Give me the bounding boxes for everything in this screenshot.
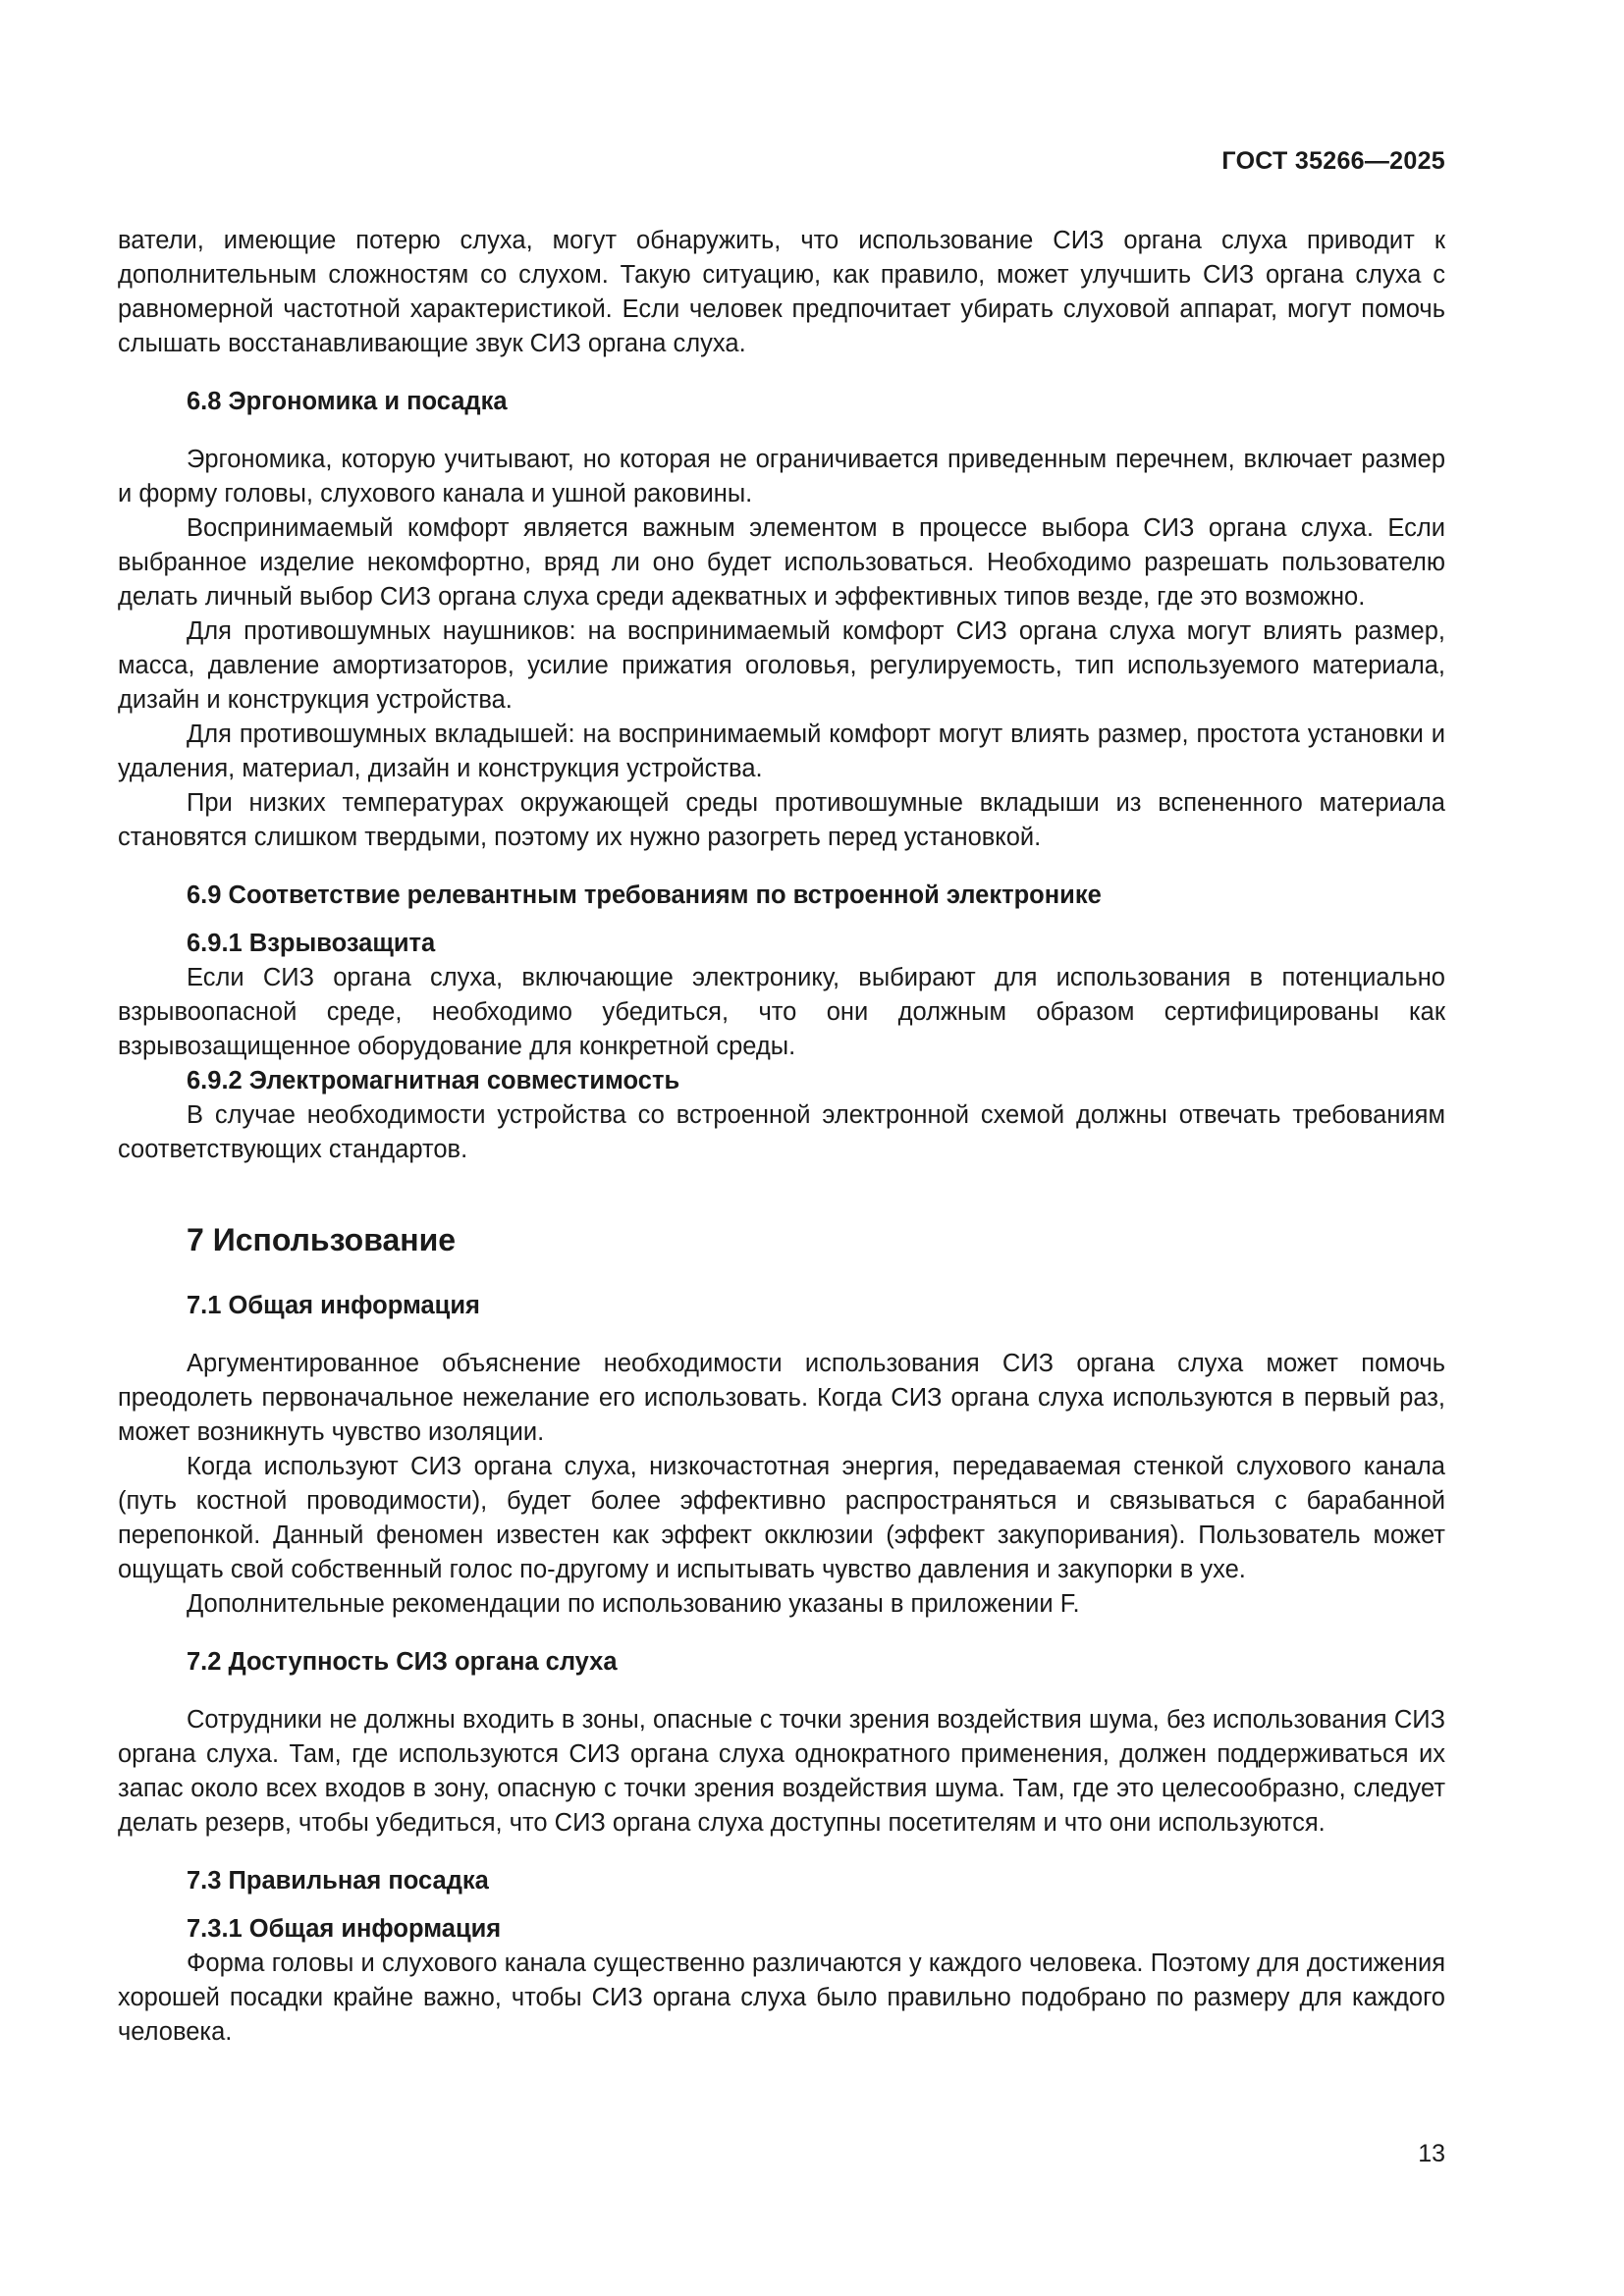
section-6-9-heading: 6.9 Соответствие релевантным требованиям по встроенной электронике: [187, 881, 1102, 909]
section-6-8-paragraph-4: Для противошумных вкладышей: на воспринимаемый комфорт могут влиять размер, простота установки и удаления, материал, дизайн и конструкция устройства.: [118, 721, 1445, 782]
section-7-3-1-paragraph: Форма головы и слухового канала существенно различаются у каждого человека. Поэтому для достижения хорошей посадки крайне важно, чтобы СИЗ органа слуха было правильно подобрано по размеру для каждого человека.: [118, 1949, 1445, 2046]
section-7-2-paragraph: Сотрудники не должны входить в зоны, опасные с точки зрения воздействия шума, без использования СИЗ органа слуха. Там, где используются СИЗ органа слуха однократного применения, должен поддерживаться их запас около всех входов в зону, опасную с точки зрения воздействия шума. Там, где это целесообразно, следует делать резерв, чтобы убедиться, что СИЗ органа слуха доступны посетителям и что они используются.: [118, 1706, 1445, 1837]
section-7-3-1-heading: 7.3.1 Общая информация: [187, 1915, 502, 1943]
page-number: 13: [1418, 2140, 1445, 2167]
section-7-3-heading: 7.3 Правильная посадка: [187, 1867, 489, 1895]
section-7-2-heading: 7.2 Доступность СИЗ органа слуха: [187, 1648, 618, 1676]
section-6-9-2-heading: 6.9.2 Электромагнитная совместимость: [187, 1067, 680, 1095]
document-id-header: ГОСТ 35266—2025: [1221, 147, 1445, 175]
section-7-1-paragraph-3: Дополнительные рекомендации по использованию указаны в приложении F.: [187, 1590, 1080, 1618]
section-7-1-paragraph-2: Когда используют СИЗ органа слуха, низкочастотная энергия, передаваемая стенкой слухового канала (путь костной проводимости), будет более эффективно распространяться и связываться с барабанной перепонкой. Данный феномен известен как эффект окклюзии (эффект закупоривания). Пользователь может ощущать свой собственный голос по-другому и испытывать чувство давления и закупорки в ухе.: [118, 1453, 1445, 1583]
section-6-9-1-heading: 6.9.1 Взрывозащита: [187, 930, 436, 957]
continuation-paragraph: ватели, имеющие потерю слуха, могут обнаружить, что использование СИЗ органа слуха приводит к дополнительным сложностям со слухом. Такую ситуацию, как правило, может улучшить СИЗ органа слуха с равномерной частотной характеристикой. Если человек предпочитает убирать слуховой аппарат, могут помочь слышать восстанавливающие звук СИЗ органа слуха.: [118, 227, 1445, 357]
section-6-9-2-paragraph: В случае необходимости устройства со встроенной электронной схемой должны отвечать требованиям соответствующих стандартов.: [118, 1101, 1445, 1163]
section-6-8-paragraph-5: При низких температурах окружающей среды противошумные вкладыши из вспененного материала становятся слишком твердыми, поэтому их нужно разогреть перед установкой.: [118, 789, 1445, 851]
section-7-1-heading: 7.1 Общая информация: [187, 1292, 480, 1319]
section-6-8-paragraph-3: Для противошумных наушников: на воспринимаемый комфорт СИЗ органа слуха могут влиять размер, масса, давление амортизаторов, усилие прижатия оголовья, регулируемость, тип используемого материала, дизайн и конструкция устройства.: [118, 617, 1445, 714]
section-6-9-1-paragraph: Если СИЗ органа слуха, включающие электронику, выбирают для использования в потенциально взрывоопасной среде, необходимо убедиться, что они должным образом сертифицированы как взрывозащищенное оборудование для конкретной среды.: [118, 964, 1445, 1060]
section-7-heading: 7 Использование: [187, 1222, 457, 1257]
section-6-8-heading: 6.8 Эргономика и посадка: [187, 388, 508, 415]
section-7-1-paragraph-1: Аргументированное объяснение необходимости использования СИЗ органа слуха может помочь преодолеть первоначальное нежелание его использовать. Когда СИЗ органа слуха используются в первый раз, может возникнуть чувство изоляции.: [118, 1350, 1445, 1446]
section-6-8-paragraph-1: Эргономика, которую учитывают, но которая не ограничивается приведенным перечнем, включает размер и форму головы, слухового канала и ушной раковины.: [118, 446, 1445, 507]
page-body: [118, 224, 1445, 2050]
section-6-8-paragraph-2: Воспринимаемый комфорт является важным элементом в процессе выбора СИЗ органа слуха. Если выбранное изделие некомфортно, вряд ли оно будет использоваться. Необходимо разрешать пользователю делать личный выбор СИЗ органа слуха среди адекватных и эффективных типов везде, где это возможно.: [118, 514, 1445, 611]
